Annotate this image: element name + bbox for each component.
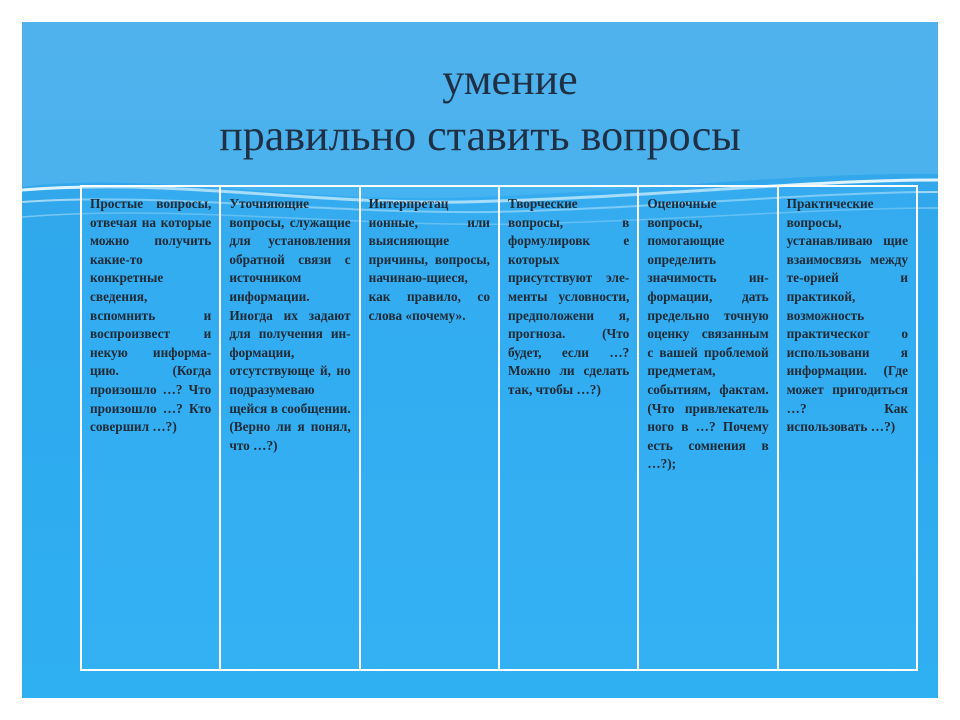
- title-line-1: умение: [442, 55, 578, 104]
- cell-text: Оценочные вопросы, помогающие определить значимость ин-формации, дать предельно точную оценку связанным с вашей проблемой предметам, событиям, фактам. (Что привлекатель ного в …? Почему есть сомнения в …?);: [647, 196, 769, 472]
- table-row: [81, 186, 917, 670]
- cell-text: Простые вопросы, отвечая на которые можно получить какие-то конкретные сведения, вспомнить и воспроизвест и некую информа-цию. (Когда произошло …? Что произошло …? Кто совершил …?): [90, 196, 212, 435]
- title-line-2: правильно ставить вопросы: [219, 111, 741, 160]
- cell-text: Уточняющие вопросы, служащие для установления обратной связи с источником информации. Иногда их задают для получения ин-формации, отсутствующе й, но подразумеваю щейся в сообщении. (Верно ли я понял, что …?): [229, 196, 351, 453]
- cell-creative-questions: [499, 186, 638, 670]
- slide: [22, 22, 938, 698]
- question-types-table: [80, 185, 918, 671]
- cell-evaluative-questions: [638, 186, 777, 670]
- cell-interpretive-questions: [360, 186, 499, 670]
- cell-text: Творческие вопросы, в формулировк е которых присутствуют эле-менты условности, предположени я, прогноза. (Что будет, если …? Можно ли сделать так, чтобы …?): [507, 196, 630, 397]
- cell-text: Практические вопросы, устанавливаю щие взаимосвязь между те-орией и практикой, возможность практическог о использовани я информации. (Где может пригодиться …? Как использовать …?): [786, 196, 908, 435]
- cell-text: Интерпретац ионные, или выясняющие причины, вопросы, начинаю-щиеся, как правило, со слова «почему».: [368, 196, 490, 323]
- cell-simple-questions: [81, 186, 220, 670]
- cell-practical-questions: [778, 186, 917, 670]
- slide-title: [22, 52, 938, 164]
- cell-clarifying-questions: [220, 186, 359, 670]
